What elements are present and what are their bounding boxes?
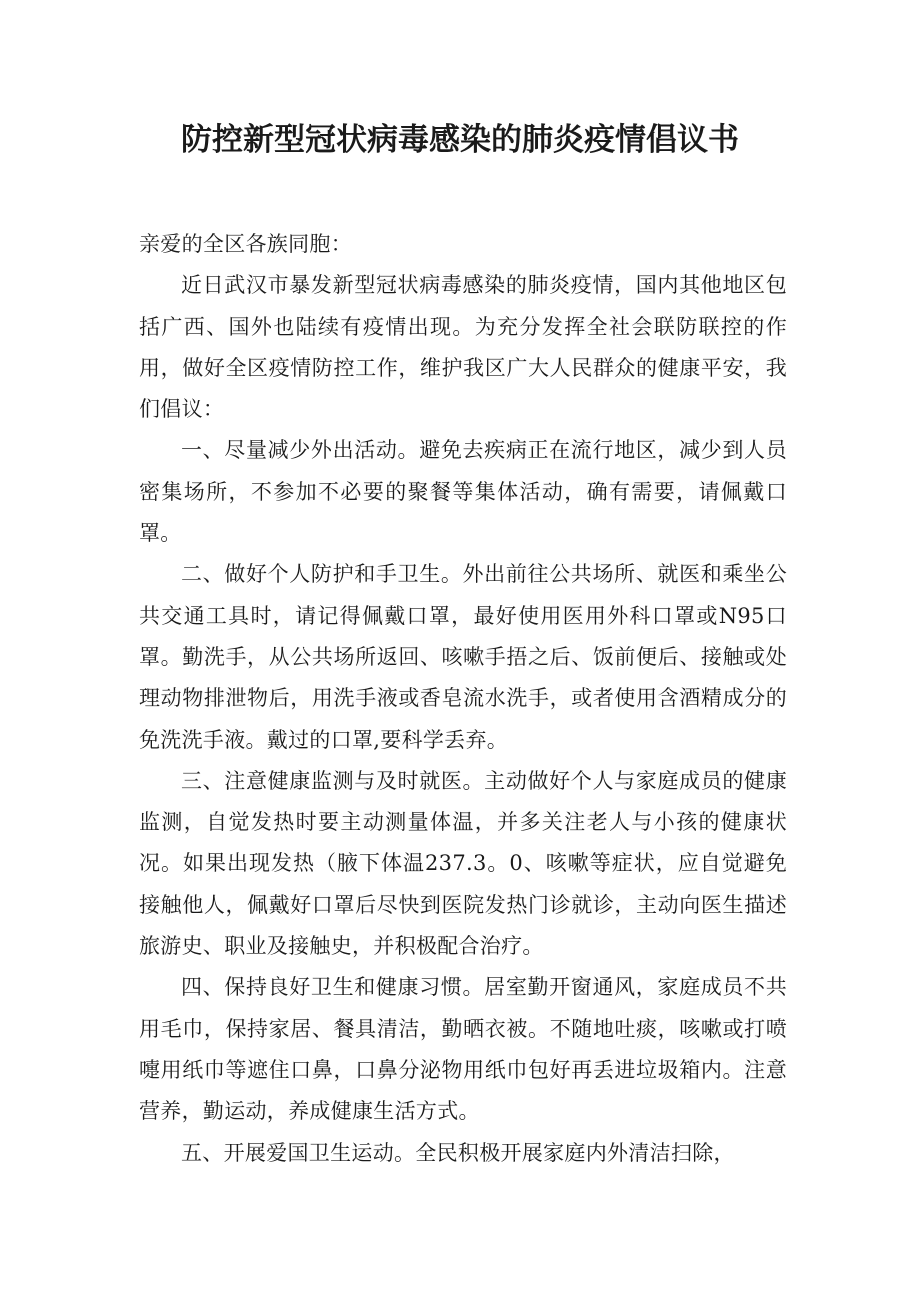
paragraph-item-2: 二、做好个人防护和手卫生。外出前往公共场所、就医和乘坐公共交通工具时，请记得佩戴口罩，最好使用医用外科口罩或N95口罩。勤洗手，从公共场所返回、咳嗽手捂之后、饭前便后、接触或处理动物排泄物后，用洗手液或香皂流水洗手，或者使用含酒精成分的免洗洗手液。戴过的口罩,要科学丢弃。: [139, 562, 787, 752]
paragraph-item-5: 五、开展爱国卫生运动。全民积极开展家庭内外清洁扫除，: [181, 1140, 735, 1165]
document-body: [139, 224, 787, 1174]
salutation: 亲爱的全区各族同胞：: [139, 232, 352, 256]
paragraph-item-3: 三、注意健康监测与及时就医。主动做好个人与家庭成员的健康监测，自觉发热时要主动测量体温，并多关注老人与小孩的健康状况。如果出现发热（腋下体温237.3。0、咳嗽等症状，应自觉避免接触他人，佩戴好口罩后尽快到医院发热门诊就诊，主动向医生描述旅游史、职业及接触史，并积极配合治疗。: [139, 768, 787, 959]
paragraph-item-1: 一、尽量减少外出活动。避免去疾病正在流行地区，减少到人员密集场所，不参加不必要的聚餐等集体活动，确有需要，请佩戴口罩。: [139, 438, 787, 546]
paragraph-item-4: 四、保持良好卫生和健康习惯。居室勤开窗通风，家庭成员不共用毛巾，保持家居、餐具清洁，勤晒衣被。不随地吐痰，咳嗽或打喷嚏用纸巾等遮住口鼻，口鼻分泌物用纸巾包好再丢进垃圾箱内。注意营养，勤运动，养成健康生活方式。: [139, 975, 787, 1124]
document-title: 防控新型冠状病毒感染的肺炎疫情倡议书: [181, 122, 739, 158]
paragraph-intro: 近日武汉市暴发新型冠状病毒感染的肺炎疫情，国内其他地区包括广西、国外也陆续有疫情出现。为充分发挥全社会联防联控的作用，做好全区疫情防控工作，维护我区广大人民群众的健康平安，我们倡议：: [139, 273, 787, 422]
